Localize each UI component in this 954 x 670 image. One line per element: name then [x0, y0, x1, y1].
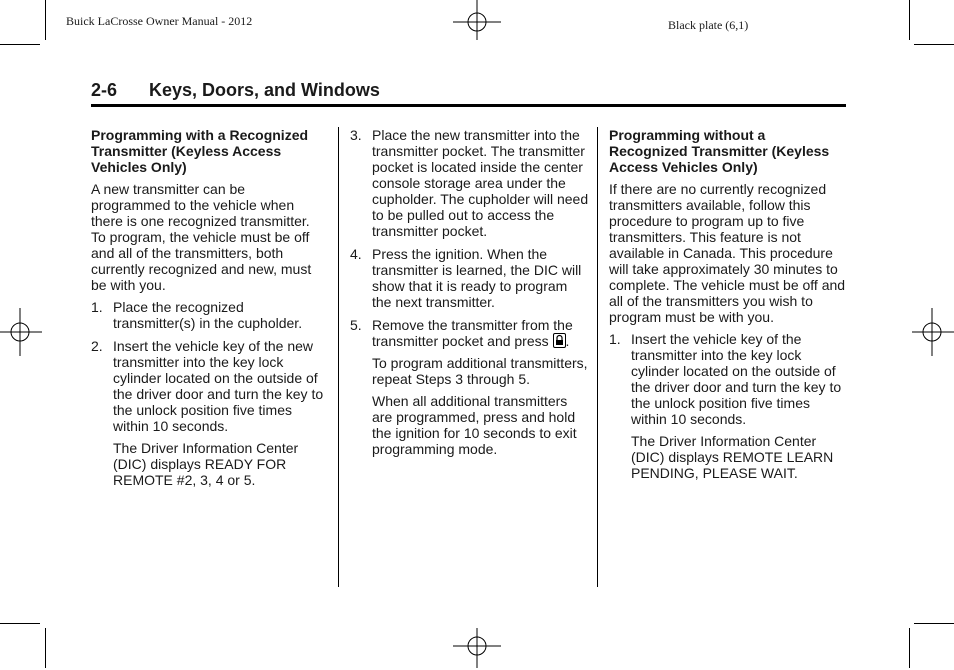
step-text-end: .: [565, 333, 570, 349]
step-number: 4.: [350, 246, 362, 262]
step-number: 1.: [91, 299, 103, 315]
step-number: 3.: [350, 127, 362, 143]
registration-mark-icon: [0, 308, 48, 356]
col2-steps: [350, 127, 590, 457]
col1-heading: Programming with a Recognized Transmitter (Keyless Access Vehicles Only): [91, 127, 309, 175]
column-1: [91, 127, 327, 495]
step-text: Insert the vehicle key of the transmitter into the key lock cylinder located on the outside of the driver door and turn the key to the unlock position five times within 10 seconds.: [631, 331, 842, 427]
step-text: Place the recognized transmitter(s) in the cupholder.: [113, 299, 303, 331]
step-text: Press the ignition. When the transmitter is learned, the DIC will show that it is ready to program the next transmitter.: [372, 246, 582, 310]
list-item: [91, 299, 327, 331]
list-item: [350, 317, 590, 457]
lock-icon: [553, 333, 566, 348]
crop-mark: [914, 623, 954, 624]
plate-label: Black plate (6,1): [668, 18, 749, 32]
step-text: Insert the vehicle key of the new transmitter into the key lock cylinder located on the outside of the driver door and turn the key to the unlock position five times within 10 seconds.: [113, 338, 324, 434]
step-text: Remove the transmitter from the transmitter pocket and press: [372, 317, 573, 349]
step-note: When all additional transmitters are programmed, press and hold the ignition for 10 seconds to exit programming mode.: [372, 393, 577, 457]
col3-steps: [609, 331, 847, 481]
crop-mark: [914, 44, 954, 45]
list-item: [91, 338, 327, 488]
step-note: The Driver Information Center (DIC) displays REMOTE LEARN PENDING, PLEASE WAIT.: [631, 433, 834, 481]
step-note: The Driver Information Center (DIC) displays READY FOR REMOTE #2, 3, 4 or 5.: [113, 440, 299, 488]
step-number: 5.: [350, 317, 362, 333]
registration-mark-icon: [906, 308, 954, 356]
col1-steps: [91, 299, 327, 488]
list-item: [350, 127, 590, 239]
list-item: [350, 246, 590, 310]
col3-heading: Programming without a Recognized Transmitter (Keyless Access Vehicles Only): [609, 127, 830, 175]
section-number: 2-6: [91, 80, 118, 100]
list-item: [609, 331, 847, 481]
column-divider: [597, 127, 598, 587]
step-text: Place the new transmitter into the transmitter pocket. The transmitter pocket is located inside the center console storage area under the cupholder. The cupholder will need to be pulled out to access the transmitter pocket.: [372, 127, 589, 239]
section-title: [91, 80, 846, 107]
crop-mark: [45, 628, 46, 668]
registration-mark-icon: [453, 0, 501, 48]
column-2: [350, 127, 590, 464]
col1-intro: A new transmitter can be programmed to the vehicle when there is one recognized transmitter. To program, the vehicle must be off and all of the transmitters, both currently recognized and new, must be with you.: [91, 181, 312, 293]
crop-mark: [909, 0, 910, 40]
step-number: 2.: [91, 338, 103, 354]
manual-title: Buick LaCrosse Owner Manual - 2012: [66, 14, 253, 28]
section-heading: Keys, Doors, and Windows: [149, 80, 380, 100]
column-3: [609, 127, 847, 488]
crop-mark: [45, 0, 46, 40]
column-divider: [338, 127, 339, 587]
col3-intro: If there are no currently recognized transmitters available, follow this procedure to program up to five transmitters. This feature is not available in Canada. This procedure will take approximately 30 minutes to complete. The vehicle must be off and all of the transmitters you wish to program must be with you.: [609, 181, 846, 325]
crop-mark: [0, 44, 40, 45]
crop-mark: [909, 628, 910, 668]
step-note: To program additional transmitters, repeat Steps 3 through 5.: [372, 355, 588, 387]
crop-mark: [0, 623, 40, 624]
step-number: 1.: [609, 331, 621, 347]
registration-mark-icon: [453, 622, 501, 670]
